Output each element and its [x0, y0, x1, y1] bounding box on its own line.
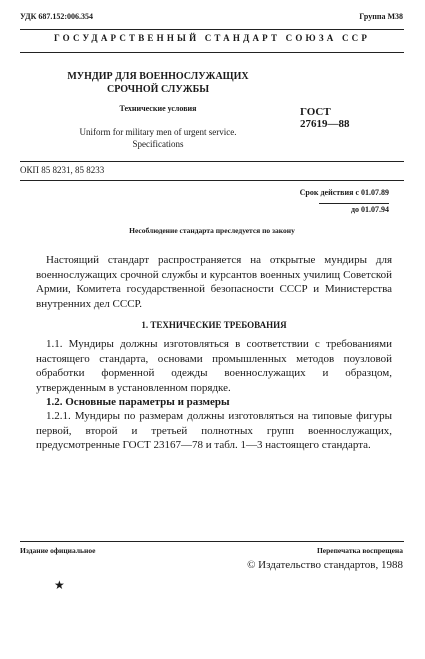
validity-to: до 01.07.94 [319, 203, 389, 214]
document-title [48, 70, 268, 96]
paragraph-1-1: 1.1. Мундиры должны изготовляться в соответствии с требованиями настоящего стандарта, основами промышленных методов поузловой обработки форменной одежды военнослужащих и образцом, утвержденным в установленном порядке. [36, 338, 392, 394]
validity-from: Срок действия с 01.07.89 [299, 188, 389, 197]
paragraph-1-2: 1.2. Основные параметры и размеры [46, 396, 230, 408]
title-rule [20, 161, 404, 162]
state-standard-banner: ГОСУДАРСТВЕННЫЙ СТАНДАРТ СОЮЗА ССР [53, 33, 371, 43]
paragraph-1-2-1: 1.2.1. Мундиры по размерам должны изготовляться на типовые фигуры первой, второй и третьей полнотных групп военнослужащих, предусмотренные ГОСТ 23167—78 и табл. 1—3 настоящего стандарта. [36, 410, 392, 452]
title-line-2: СРОЧНОЙ СЛУЖБЫ [106, 84, 210, 95]
udk-code: УДК 687.152:006.354 [20, 12, 94, 21]
gost-label: ГОСТ [300, 106, 331, 118]
gost-number: 27619—88 [300, 118, 350, 130]
section-1-heading: 1. ТЕХНИЧЕСКИЕ ТРЕБОВАНИЯ [141, 320, 287, 330]
group-code: Группа М38 [359, 12, 403, 21]
law-notice: Несоблюдение стандарта преследуется по закону [129, 226, 295, 235]
footer-rule [20, 541, 404, 542]
okp-code: ОКП 85 8231, 85 8233 [20, 165, 105, 175]
english-title [48, 126, 268, 150]
reprint-prohibited: Перепечатка воспрещена [316, 546, 403, 555]
header-rule-top [20, 29, 404, 30]
gost-designation [300, 106, 350, 130]
intro-paragraph: Настоящий стандарт распространяется на открытые мундиры для военнослужащих срочной службы и курсантов военных училищ Советской Армии, Комитета государственной безопасности СССР и Министерства внутренних дел СССР. [36, 254, 392, 310]
header-rule-bottom [20, 52, 404, 53]
official-edition: Издание официальное [20, 546, 96, 555]
english-title-line-1: Uniform for military men of urgent service. [79, 127, 237, 137]
title-line-1: МУНДИР ДЛЯ ВОЕННОСЛУЖАЩИХ [67, 71, 249, 82]
okp-rule [20, 180, 404, 181]
copyright-notice: © Издательство стандартов, 1988 [247, 559, 403, 571]
document-subtitle: Технические условия [119, 104, 197, 113]
english-title-line-2: Specifications [132, 139, 184, 149]
star-icon: ★ [54, 578, 65, 592]
